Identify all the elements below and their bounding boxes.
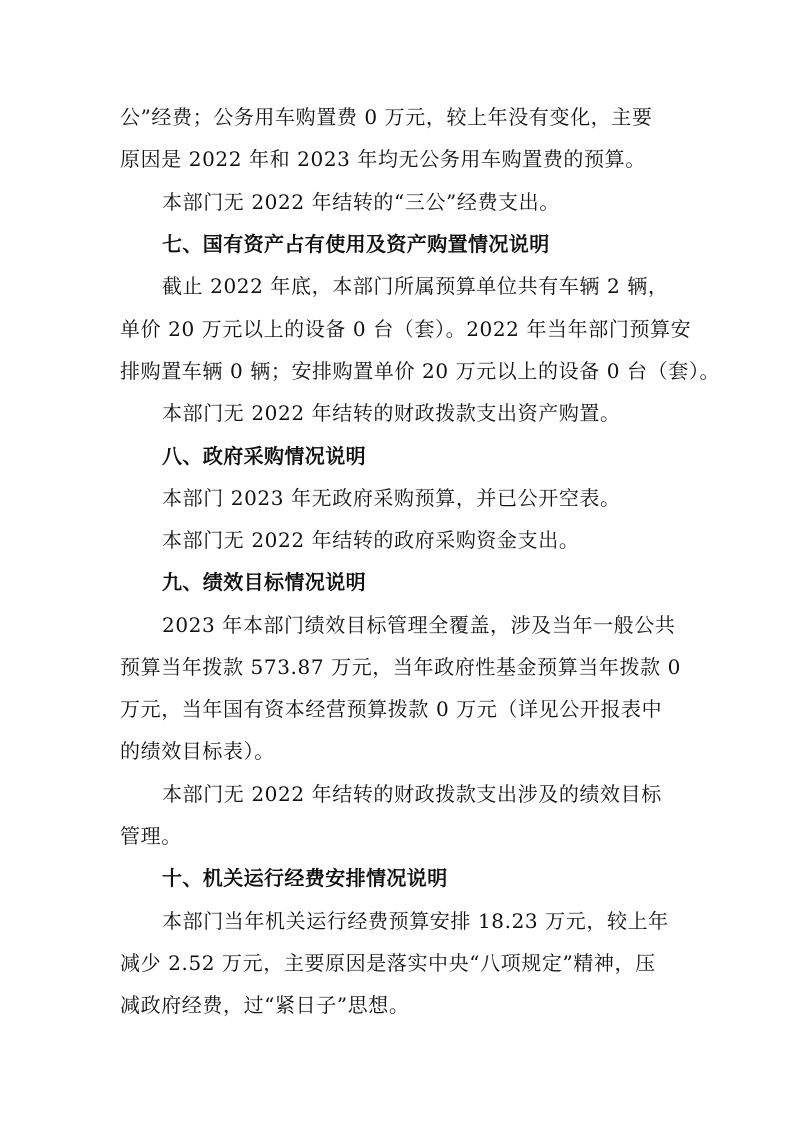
paragraph-line: 减政府经费，过“紧日子”思想。 bbox=[120, 993, 410, 1017]
paragraph-line: 2023 年本部门绩效目标管理全覆盖，涉及当年一般公共 bbox=[162, 613, 676, 637]
paragraph-line: 原因是 2022 年和 2023 年均无公务用车购置费的预算。 bbox=[120, 147, 646, 171]
paragraph-line: 减少 2.52 万元，主要原因是落实中央“八项规定”精神，压 bbox=[120, 951, 656, 975]
paragraph-line: 单价 20 万元以上的设备 0 台（套）。2022 年当年部门预算安 bbox=[120, 317, 692, 341]
paragraph-line: 的绩效目标表）。 bbox=[120, 739, 275, 763]
section-heading-10: 十、机关运行经费安排情况说明 bbox=[162, 866, 448, 890]
paragraph-line: 本部门无 2022 年结转的政府采购资金支出。 bbox=[162, 528, 580, 552]
section-heading-9: 九、绩效目标情况说明 bbox=[162, 570, 366, 594]
section-heading-7: 七、国有资产占有使用及资产购置情况说明 bbox=[162, 232, 550, 256]
paragraph-line: 截止 2022 年底，本部门所属预算单位共有车辆 2 辆， bbox=[162, 274, 669, 298]
section-heading-8: 八、政府采购情况说明 bbox=[162, 444, 366, 468]
paragraph-line: 排购置车辆 0 辆；安排购置单价 20 万元以上的设备 0 台（套）。 bbox=[120, 359, 721, 383]
paragraph-line: 本部门无 2022 年结转的“三公”经费支出。 bbox=[162, 190, 560, 214]
paragraph-line: 万元，当年国有资本经营预算拨款 0 万元（详见公开报表中 bbox=[120, 697, 663, 721]
paragraph-line: 管理。 bbox=[120, 824, 182, 848]
paragraph-line: 本部门无 2022 年结转的财政拨款支出涉及的绩效目标 bbox=[162, 782, 662, 806]
paragraph-line: 本部门无 2022 年结转的财政拨款支出资产购置。 bbox=[162, 401, 621, 425]
paragraph-line: 本部门当年机关运行经费预算安排 18.23 万元，较上年 bbox=[162, 909, 669, 933]
paragraph-line: 公”经费；公务用车购置费 0 万元，较上年没有变化，主要 bbox=[120, 105, 653, 129]
paragraph-line: 本部门 2023 年无政府采购预算，并已公开空表。 bbox=[162, 486, 621, 510]
paragraph-line: 预算当年拨款 573.87 万元，当年政府性基金预算当年拨款 0 bbox=[120, 655, 681, 679]
